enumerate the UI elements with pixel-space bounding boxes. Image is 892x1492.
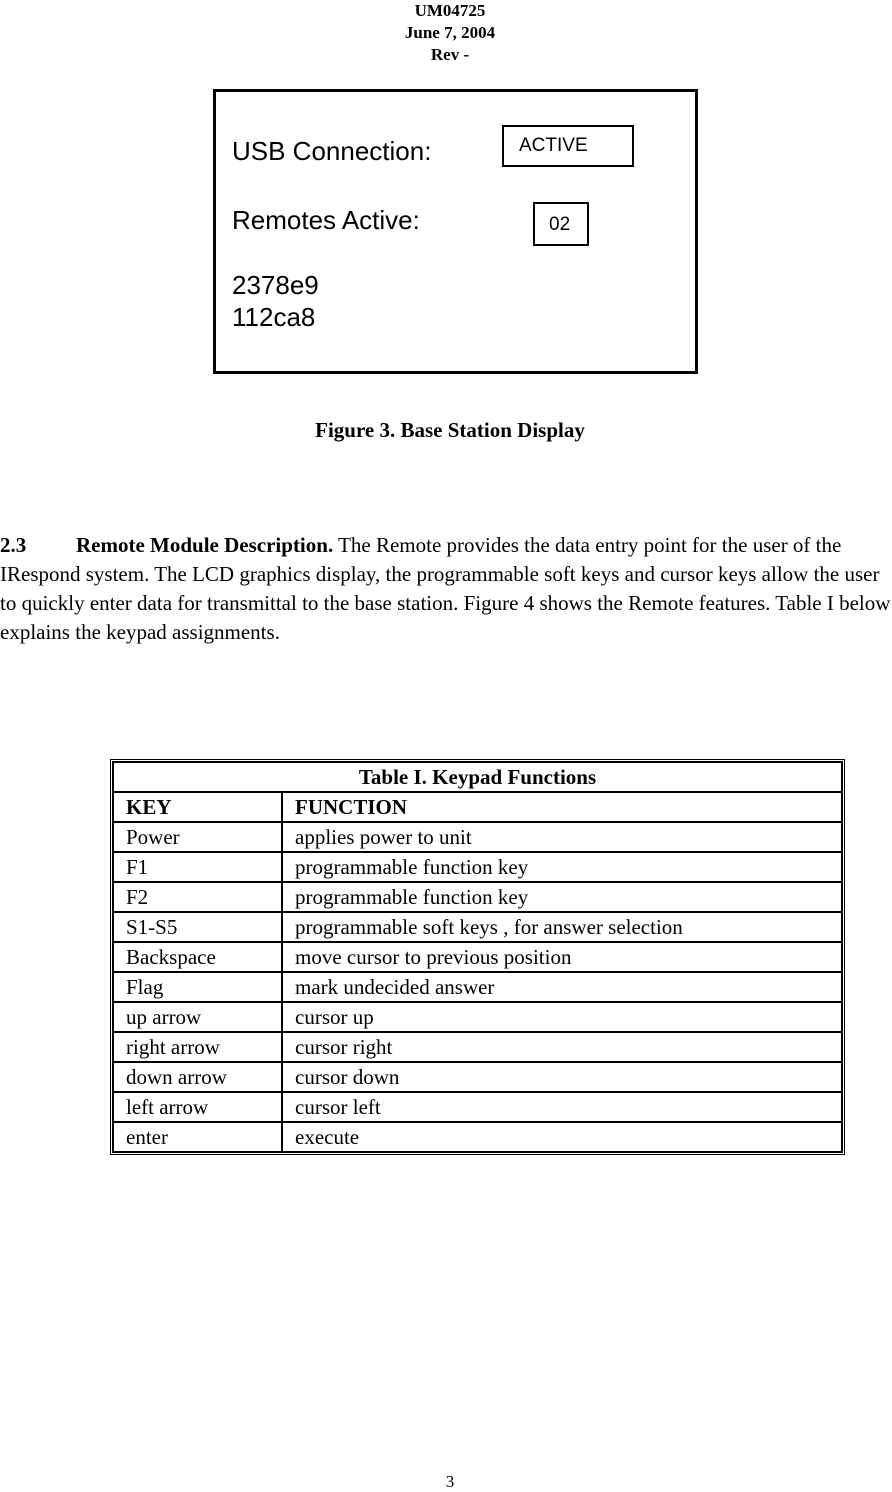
key-cell: Backspace [113, 942, 282, 972]
table-row [113, 912, 842, 942]
table-row [113, 1062, 842, 1092]
usb-status-box: ACTIVE [502, 125, 634, 167]
key-cell: Power [113, 822, 282, 852]
key-cell: up arrow [113, 1002, 282, 1032]
key-cell: F1 [113, 852, 282, 882]
key-cell: down arrow [113, 1062, 282, 1092]
table-row [113, 882, 842, 912]
function-cell: cursor right [282, 1032, 842, 1062]
key-cell: left arrow [113, 1092, 282, 1122]
function-cell: cursor left [282, 1092, 842, 1122]
remotes-active-label: Remotes Active: [232, 205, 420, 235]
document-header [0, 0, 892, 66]
table-header-row [113, 792, 842, 822]
doc-id: UM04725 [414, 1, 486, 20]
key-column-header: KEY [113, 792, 282, 822]
table-row [113, 1002, 842, 1032]
section-paragraph [0, 531, 892, 647]
remotes-count-box: 02 [533, 202, 589, 246]
table-row [113, 942, 842, 972]
function-column-header: FUNCTION [282, 792, 842, 822]
function-cell: mark undecided answer [282, 972, 842, 1002]
section-heading: Remote Module Description. [76, 533, 334, 557]
figure-caption: Figure 3. Base Station Display [315, 418, 585, 442]
function-cell: cursor up [282, 1002, 842, 1032]
key-cell: F2 [113, 882, 282, 912]
section-body: The Remote provides the data entry point for the user of the IRespond system. The LCD graphics display, the programmable soft keys and cursor keys allow the user to quickly enter data for transmittal to the base station. Figure 4 shows the Remote features. Table I below explains the keypad assignments. [0, 533, 891, 644]
doc-revision: Rev - [430, 45, 470, 64]
table-row [113, 972, 842, 1002]
keypad-table-container [110, 759, 845, 1155]
usb-connection-label: USB Connection: [232, 136, 432, 166]
page-number: 3 [445, 1472, 455, 1491]
table-row [113, 1122, 842, 1152]
function-cell: programmable function key [282, 882, 842, 912]
table-row [113, 1092, 842, 1122]
key-cell: enter [113, 1122, 282, 1152]
key-cell: S1-S5 [113, 912, 282, 942]
function-cell: execute [282, 1122, 842, 1152]
doc-date: June 7, 2004 [404, 23, 496, 42]
remote-id: 2378e9 [232, 270, 319, 300]
function-cell: applies power to unit [282, 822, 842, 852]
function-cell: cursor down [282, 1062, 842, 1092]
keypad-functions-table [110, 759, 845, 1155]
table-row [113, 1032, 842, 1062]
section-number: 2.3 [0, 533, 27, 557]
function-cell: programmable soft keys , for answer selection [282, 912, 842, 942]
table-title: Table I. Keypad Functions [113, 762, 842, 792]
base-station-display [213, 89, 698, 374]
table-row [113, 852, 842, 882]
key-cell: right arrow [113, 1032, 282, 1062]
table-title-row [113, 762, 842, 792]
table-row [113, 822, 842, 852]
remote-id: 112ca8 [232, 302, 316, 332]
key-cell: Flag [113, 972, 282, 1002]
function-cell: move cursor to previous position [282, 942, 842, 972]
function-cell: programmable function key [282, 852, 842, 882]
